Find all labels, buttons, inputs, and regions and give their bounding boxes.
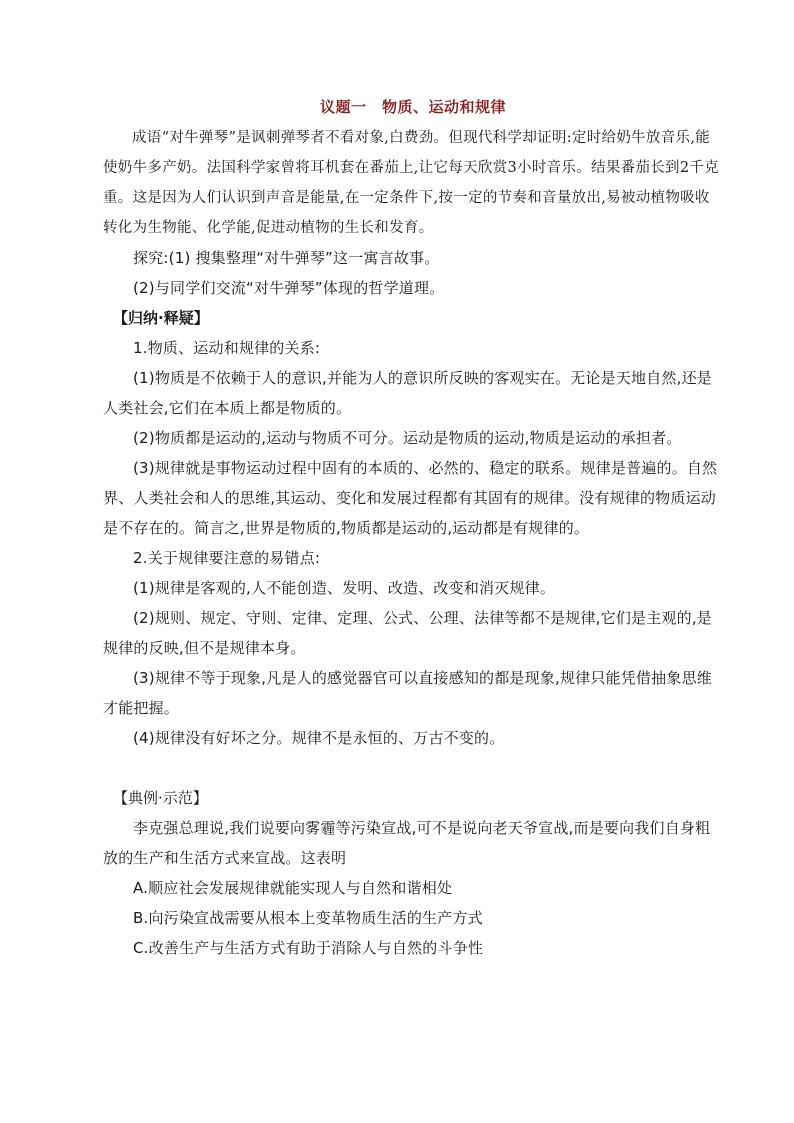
explore-item-1: 探究:(1) 搜集整理“对牛弹琴”这一寓言故事。 [133, 249, 440, 267]
section2-item-3: (3)规律不等于现象,凡是人的感觉器官可以直接感知的都是现象,规律只能凭借抽象思维才能把握。 [103, 669, 712, 717]
explore-item-2: (2)与同学们交流“对牛弹琴”体现的哲学道理。 [133, 279, 445, 297]
spacer [103, 753, 723, 783]
section2-item-2: (2)规则、规定、守则、定律、定理、公式、公理、法律等都不是规律,它们是主观的,是规律的反映,但不是规律本身。 [103, 609, 712, 657]
section2-item-1: (1)规律是客观的,人不能创造、发明、改造、改变和消灭规律。 [133, 579, 556, 597]
example-question: 李克强总理说,我们说要向雾霾等污染宣战,可不是说向老天爷宣战,而是要向我们自身粗放的生产和生活方式来宣战。这表明 [103, 819, 711, 867]
intro-paragraph: 成语“对牛弹琴”是讽刺弹琴者不看对象,白费劲。但现代科学却证明:定时给奶牛放音乐,能使奶牛多产奶。法国科学家曾将耳机套在番茄上,让它每天欣赏3小时音乐。结果番茄长到2千克重。这是因为人们认识到声音是能量,在一定条件下,按一定的节奏和音量放出,易被动植物吸收转化为生物能、化学能,促进动植物的生长和发育。 [103, 130, 719, 236]
section1-item-3: (3)规律就是事物运动过程中固有的本质的、必然的、稳定的联系。规律是普遍的。自然界、人类社会和人的思维,其运动、变化和发展过程都有其固有的规律。没有规律的物质运动是不存在的。简言之,世界是物质的,物质都是运动的,运动都是有规律的。 [103, 459, 718, 537]
option-c: C.改善生产与生活方式有助于消除人与自然的斗争性 [133, 939, 484, 957]
page-title: 议题一 物质、运动和规律 [319, 98, 506, 116]
section2-item-4: (4)规律没有好坏之分。规律不是永恒的、万古不变的。 [133, 729, 505, 747]
option-b: B.向污染宣战需要从根本上变革物质生活的生产方式 [133, 909, 483, 927]
section1-item-2: (2)物质都是运动的,运动与物质不可分。运动是物质的运动,物质是运动的承担者。 [133, 429, 682, 447]
option-a: A.顺应社会发展规律就能实现人与自然和谐相处 [133, 879, 453, 897]
document-page [103, 96, 723, 963]
summary-heading: 【归纳·释疑】 [113, 309, 209, 327]
example-heading: 【典例·示范】 [113, 789, 208, 807]
section1-title: 1.物质、运动和规律的关系: [133, 339, 321, 357]
section2-title: 2.关于规律要注意的易错点: [133, 549, 321, 567]
section1-item-1: (1)物质是不依赖于人的意识,并能为人的意识所反映的客观实在。无论是天地自然,还是人类社会,它们在本质上都是物质的。 [103, 369, 712, 417]
